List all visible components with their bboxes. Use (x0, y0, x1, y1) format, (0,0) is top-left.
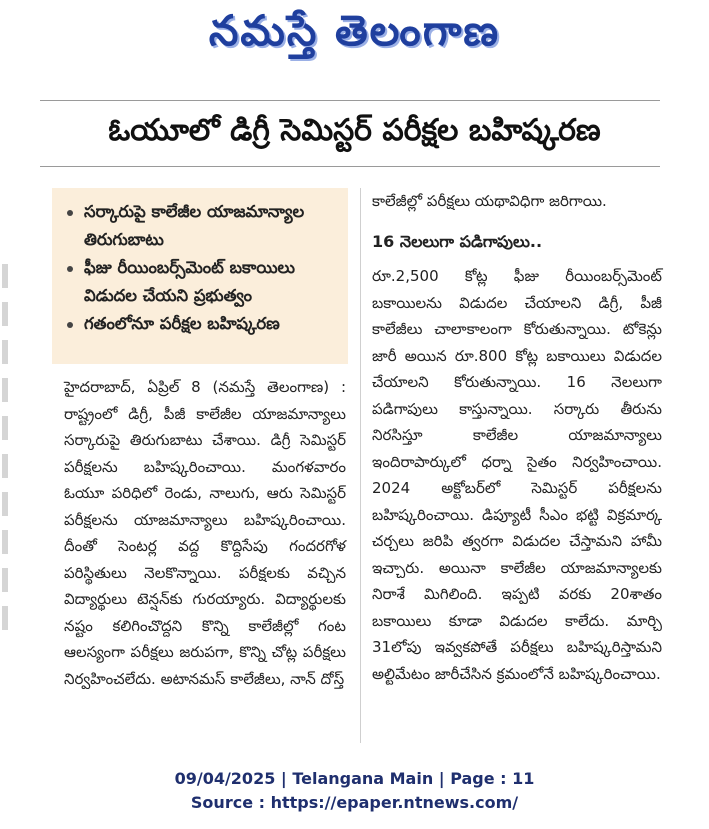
highlight-item: ఫీజు రీయింబర్స్‌మెంట్ బకాయిలు విడుదల చేయని ప్రభుత్వం (64, 254, 336, 310)
headline-top-rule (40, 100, 660, 101)
headline-bottom-rule (40, 166, 660, 167)
right-column-text: రూ.2,500 కోట్ల ఫీజు రీయింబర్స్‌మెంట్ బకాయిలను విడుదల చేయాలని డిగ్రీ, పీజీ కాలేజీలు చాలాకాలంగా కోరుతున్నాయి. టోకెన్లు జారీ అయిన రూ.800 కోట్ల బకాయిలు విడుదల చేయాలని కోరుతున్నాయి. 16 నెలలుగా పడిగాపులు కాస్తున్నాయి. సర్కారు తీరును నిరసిస్తూ కాలేజీల యాజమాన్యాలు ఇందిరాపార్కులో ధర్నా సైతం నిర్వహించాయి. 2024 అక్టోబర్‌లో సెమిస్టర్ పరీక్షలను బహిష్కరించాయి. డిప్యూటీ సీఎం భట్టి విక్రమార్క చర్చలు జరిపి త్వరగా విడుదల చేస్తామని హామీ ఇచ్చారు. అయినా కాలేజీల యాజమాన్యాలకు నిరాశే మిగిలింది. ఇప్పటి వరకు 20శాతం బకాయిలు కూడా విడుదల కాలేదు. మార్చి 31లోపు ఇవ్వకపోతే పరీక్షలు బహిష్కరిస్తామని అల్టిమేటం జారీచేసిన క్రమంలోనే బహిష్కరించాయి. (372, 267, 662, 683)
newspaper-masthead (0, 0, 709, 82)
article-body-right-column (372, 188, 662, 687)
masthead-logo: నమస్తే తెలంగాణ (208, 6, 501, 55)
column-divider (360, 188, 361, 743)
highlight-item: గతంలోనూ పరీక్షల బహిష్కరణ (64, 310, 336, 338)
article-body-left-column: హైదరాబాద్, ఏప్రిల్ 8 (నమస్తే తెలంగాణ) : రాష్ట్రంలో డిగ్రీ, పీజీ కాలేజీల యాజమాన్యాలు సర్కారుపై తిరుగుబాటు చేశాయి. డిగ్రీ సెమిస్టర్ పరీక్షలను బహిష్కరించాయి. మంగళవారం ఓయూ పరిధిలో రెండు, నాలుగు, ఆరు సెమిస్టర్ పరీక్షలను యాజమాన్యాలు బహిష్కరించాయి. దీంతో సెంటర్ల వద్ద కొద్దిసేపు గందరగోళ పరిస్థితులు నెలకొన్నాయి. పరీక్షలకు వచ్చిన విద్యార్థులు టెన్షన్‌కు గురయ్యారు. విద్యార్థులకు నష్టం కలిగించొద్దని కొన్ని కాలేజీల్లో గంట ఆలస్యంగా పరీక్షలు జరుపగా, కొన్ని చోట్ల పరీక్షలు నిర్వహించలేదు. అటానమస్ కాలేజీలు, నాన్ దోస్త్ (64, 378, 346, 688)
highlights-box (52, 188, 348, 364)
right-column-intro: కాలేజీల్లో పరీక్షలు యథావిధిగా జరిగాయి. (372, 192, 607, 210)
footer-source: Source : https://epaper.ntnews.com/ (190, 793, 519, 812)
highlight-item: సర్కారుపై కాలేజీల యాజమాన్యాల తిరుగుబాటు (64, 198, 336, 254)
article-headline: ఓయూలో డిగ్రీ సెమిస్టర్ పరీక్షల బహిష్కరణ (108, 113, 601, 148)
article-subheading: 16 నెలలుగా పడిగాపులు.. (372, 231, 543, 251)
footer-edition-info: 09/04/2025 | Telangana Main | Page : 11 (174, 769, 535, 788)
adjacent-column-edge (0, 250, 14, 750)
